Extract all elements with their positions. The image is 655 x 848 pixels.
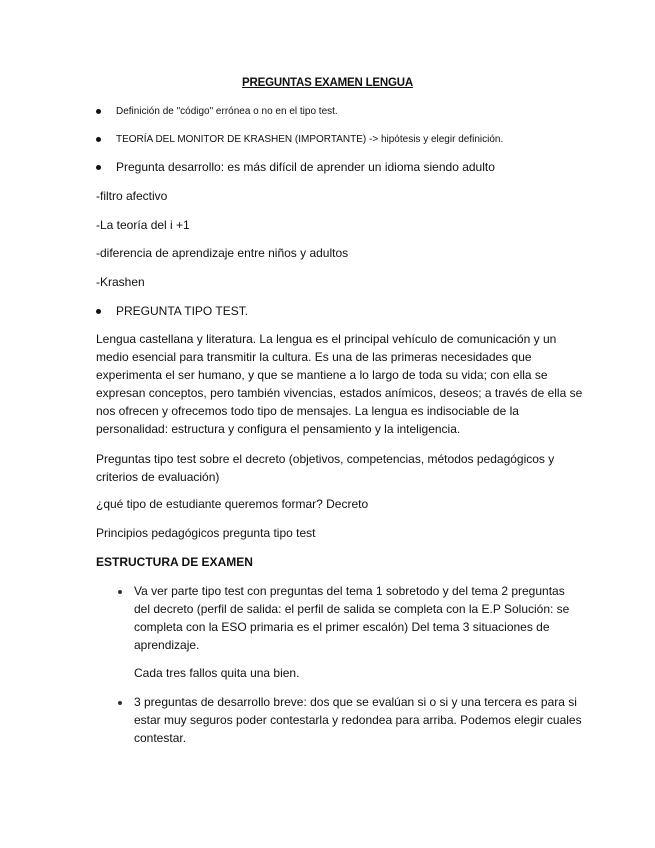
page-title: PREGUNTAS EXAMEN LENGUA: [242, 77, 413, 89]
principios-line: Principios pedagógicos pregunta tipo test: [96, 526, 316, 540]
bullet-dot: [96, 109, 101, 114]
dash-item-teoria: -La teoría del i +1: [96, 218, 190, 232]
dash-item-filtro: -filtro afectivo: [96, 189, 168, 203]
dash-item-diferencia: -diferencia de aprendizaje entre niños y adultos: [96, 246, 349, 260]
fallos-note: Cada tres fallos quita una bien.: [134, 666, 300, 680]
bullet-dot: [96, 137, 101, 142]
bullet-item-codigo: Definición de "código" errónea o no en el tipo test.: [116, 106, 338, 117]
estructura-heading: ESTRUCTURA DE EXAMEN: [96, 555, 253, 569]
paragraph-decreto: Preguntas tipo test sobre el decreto (objetivos, competencias, métodos pedagógicos y criterios de evaluación): [96, 452, 555, 484]
question-estudiante: ¿qué tipo de estudiante queremos formar? Decreto: [96, 497, 369, 511]
bullet-dot: [118, 590, 122, 594]
bullet-item-tipo-test: PREGUNTA TIPO TEST.: [116, 304, 249, 318]
estructura-item-desarrollo: 3 preguntas de desarrollo breve: dos que se evalúan si o si y una tercera es para si estar muy seguros poder contestarla y redondea para arriba. Podemos elegir cuales contestar.: [134, 695, 582, 745]
estructura-item-test: Va ver parte tipo test con preguntas del tema 1 sobretodo y del tema 2 preguntas del decreto (perfil de salida: el perfil de salida se completa con la E.P Solución: se completa con la ESO primaria es el primer escalón) Del tema 3 situaciones de aprendizaje.: [134, 584, 570, 652]
bullet-item-desarrollo: Pregunta desarrollo: es más difícil de aprender un idioma siendo adulto: [116, 160, 495, 174]
paragraph-lengua: Lengua castellana y literatura. La lengua es el principal vehículo de comunicación y un medio esencial para transmitir la cultura. Es una de las primeras necesidades que experimenta el ser humano, y que se mantiene a lo largo de toda su vida; con ella se expresan conceptos, pero también vivencias, estados anímicos, deseos; a través de ella se nos ofrecen y ofrecemos todo tipo de mensajes. La lengua es indisociable de la personalidad: estructura y configura el pensamiento y la inteligencia.: [96, 332, 583, 436]
bullet-item-krashen-monitor: TEORÍA DEL MONITOR DE KRASHEN (IMPORTANTE) -> hipótesis y elegir definición.: [116, 134, 504, 145]
bullet-dot: [96, 309, 101, 314]
bullet-dot: [118, 701, 122, 705]
dash-item-krashen: -Krashen: [96, 275, 145, 289]
bullet-dot: [96, 165, 101, 170]
